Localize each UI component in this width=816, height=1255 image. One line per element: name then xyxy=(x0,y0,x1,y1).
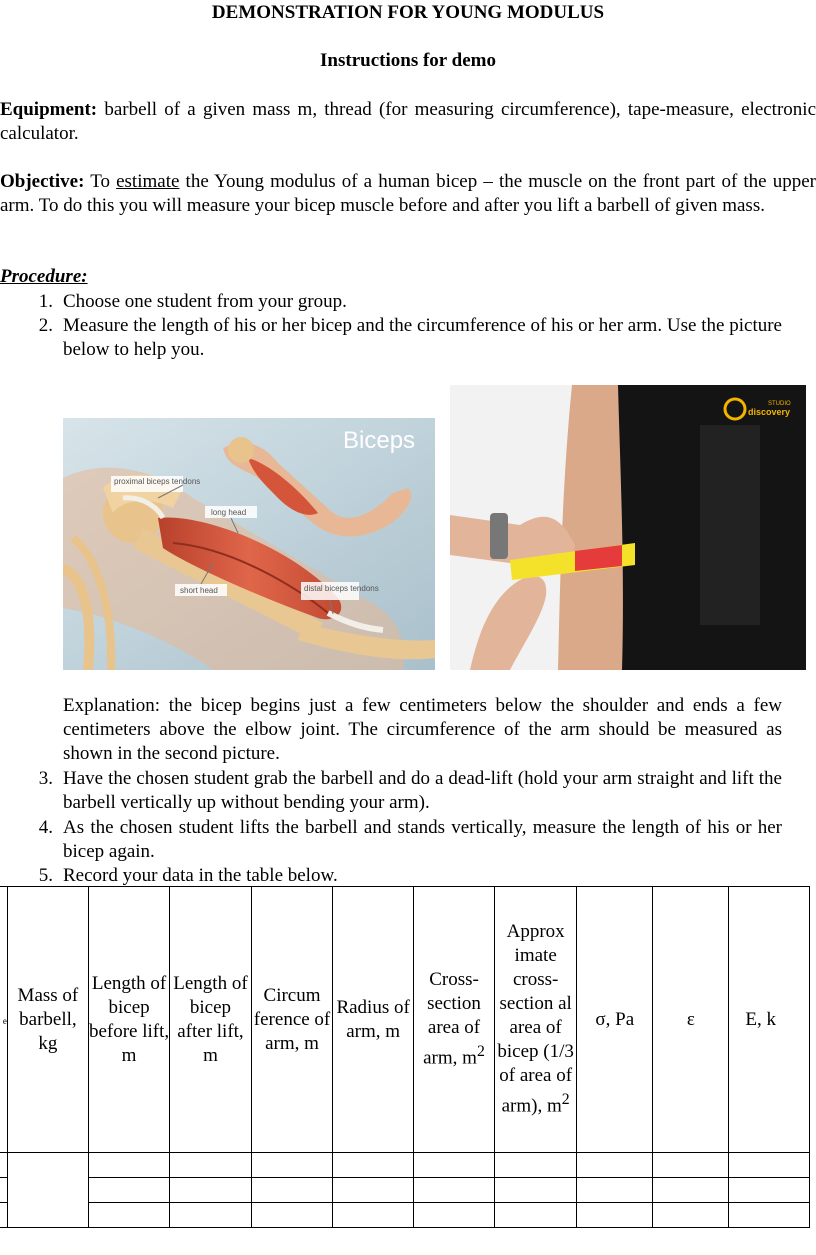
table-cell[interactable] xyxy=(653,1153,729,1178)
objective-label: Objective: xyxy=(0,171,85,192)
header-cutoff: e xyxy=(0,887,7,1153)
table-cell[interactable] xyxy=(88,1203,169,1228)
data-table xyxy=(0,886,810,1228)
equipment-text: barbell of a given mass m, thread (for measuring circumference), tape-measure, electronic calculator. xyxy=(0,99,816,144)
table-cell-mass[interactable] xyxy=(7,1153,88,1228)
table-cell[interactable] xyxy=(729,1178,810,1203)
table-cell[interactable] xyxy=(333,1153,413,1178)
document-subtitle: Instructions for demo xyxy=(320,50,496,71)
table-cell[interactable] xyxy=(577,1203,653,1228)
table-cell[interactable] xyxy=(251,1178,333,1203)
step-text: Choose one student from your group. xyxy=(63,291,347,312)
table-header-row xyxy=(0,887,810,1153)
arm-measurement-icon xyxy=(450,385,806,670)
table-cell[interactable] xyxy=(653,1178,729,1203)
table-cell[interactable] xyxy=(170,1203,251,1228)
table-cell[interactable] xyxy=(495,1203,577,1228)
table-cell[interactable] xyxy=(413,1178,494,1203)
table-row xyxy=(0,1178,810,1203)
label-distal: distal biceps tendons xyxy=(304,584,379,593)
equipment-paragraph xyxy=(0,98,816,146)
table-row xyxy=(0,1153,810,1178)
step-number: 1. xyxy=(38,291,53,312)
table-cell[interactable] xyxy=(0,1178,7,1203)
table-cell[interactable] xyxy=(170,1153,251,1178)
label-short-head: short head xyxy=(180,586,218,595)
figure-title: Biceps xyxy=(343,427,416,454)
table-cell[interactable] xyxy=(495,1153,577,1178)
table-row xyxy=(0,1203,810,1228)
table-cell[interactable] xyxy=(251,1203,333,1228)
table-cell[interactable] xyxy=(413,1153,494,1178)
header-cross-section-bicep: Approx imate cross- section al area of bicep (1/3 of area of arm), $m^2$ xyxy=(495,887,577,1153)
arm-measurement-photo xyxy=(450,385,806,670)
biceps-anatomy-icon xyxy=(63,418,435,670)
label-long-head: long head xyxy=(211,508,247,517)
svg-text:discovery: discovery xyxy=(748,407,791,417)
table-cell[interactable] xyxy=(653,1203,729,1228)
step-text: Measure the length of his or her bicep and the circumference of his or her arm. Use the picture below to help you. xyxy=(63,315,782,360)
table-cell[interactable] xyxy=(577,1153,653,1178)
header-young-modulus: E, k xyxy=(729,887,810,1153)
table-cell[interactable] xyxy=(88,1153,169,1178)
objective-text-post: the Young modulus of a human bicep – the muscle on the front part of the upper arm. To do this you will measure your bicep muscle before and after you lift a barbell of given mass. xyxy=(0,171,816,216)
step-number: 5. xyxy=(38,865,53,886)
table-cell[interactable] xyxy=(333,1178,413,1203)
table-cell[interactable] xyxy=(0,1153,7,1178)
header-length-before: Length of bicep before lift, m xyxy=(88,887,169,1153)
objective-underlined-word: estimate xyxy=(116,171,180,192)
header-sigma: σ, Pa xyxy=(577,887,653,1153)
header-cross-section-arm: Cross- section area of arm, $m^2$ xyxy=(413,887,494,1153)
header-radius: Radius of arm, m xyxy=(333,887,413,1153)
table-cell[interactable] xyxy=(729,1153,810,1178)
table-cell[interactable] xyxy=(413,1203,494,1228)
svg-text:STUDIO: STUDIO xyxy=(768,401,791,407)
header-length-after: Length of bicep after lift, m xyxy=(170,887,251,1153)
label-proximal: proximal biceps tendons xyxy=(114,477,201,486)
equipment-label: Equipment: xyxy=(0,99,98,120)
step-number: 2. xyxy=(38,315,53,336)
document-title: DEMONSTRATION FOR YOUNG MODULUS xyxy=(211,2,605,23)
step-text: Have the chosen student grab the barbell and do a dead-lift (hold your arm straight and lift the barbell vertically up without bending your arm). xyxy=(63,768,782,813)
table-cell[interactable] xyxy=(333,1203,413,1228)
step-text: As the chosen student lifts the barbell and stands vertically, measure the length of his or her bicep again. xyxy=(63,817,782,862)
table-cell[interactable] xyxy=(577,1178,653,1203)
table-cell[interactable] xyxy=(0,1203,7,1228)
table-cell[interactable] xyxy=(88,1178,169,1203)
procedure-heading: Procedure: xyxy=(0,266,88,287)
table-cell[interactable] xyxy=(495,1178,577,1203)
header-circumference: Circum ference of arm, m xyxy=(251,887,333,1153)
biceps-anatomy-figure xyxy=(63,418,435,670)
step-text: Record your data in the table below. xyxy=(63,865,338,886)
header-epsilon: ε xyxy=(653,887,729,1153)
objective-paragraph xyxy=(0,170,816,218)
step-number: 3. xyxy=(38,768,53,789)
table-cell[interactable] xyxy=(729,1203,810,1228)
table-cell[interactable] xyxy=(251,1153,333,1178)
step-number: 4. xyxy=(38,817,53,838)
table-cell[interactable] xyxy=(170,1178,251,1203)
explanation-text: Explanation: the bicep begins just a few centimeters below the shoulder and ends a few centimeters above the elbow joint. The circumference of the arm should be measured as shown in the second picture. xyxy=(63,695,782,764)
objective-text-pre: To xyxy=(84,171,117,192)
header-mass: Mass of barbell, kg xyxy=(7,887,88,1153)
